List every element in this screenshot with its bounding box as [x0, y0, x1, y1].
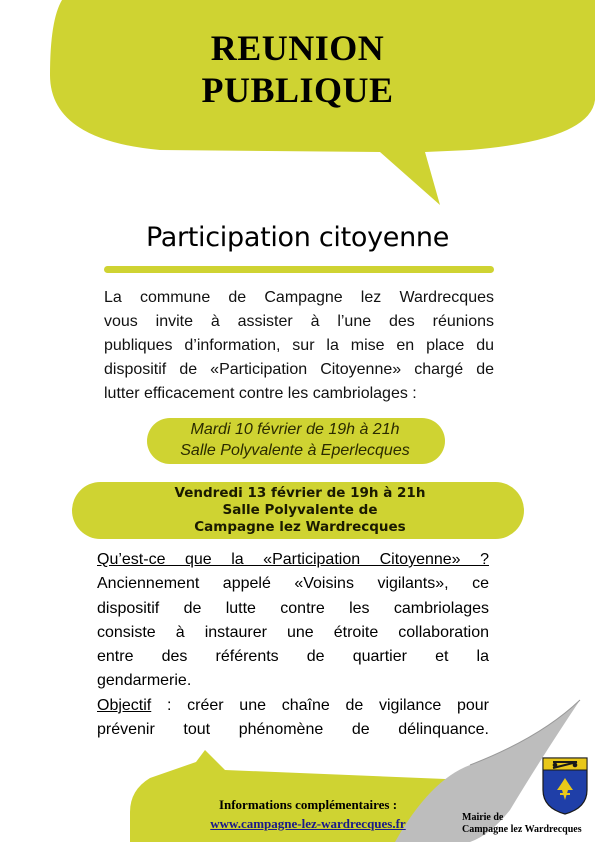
objective-line	[97, 694, 489, 718]
meeting1-date: Mardi 10 février de 19h à 21h	[190, 421, 400, 438]
website-url[interactable]: www.campagne-lez-wardrecques.fr	[210, 816, 406, 831]
explanation-paragraph	[97, 548, 489, 742]
explanation-line: entre des référents de quartier et la	[97, 648, 489, 666]
mairie-caption	[462, 812, 595, 836]
intro-paragraph	[104, 286, 494, 406]
mairie-line2: Campagne lez Wardrecques	[462, 824, 582, 835]
intro-line: La commune de Campagne lez Wardrecques	[104, 289, 494, 306]
explanation-line: consiste à instaurer une étroite collaboration	[97, 623, 489, 641]
objective-label: Objectif	[97, 696, 152, 714]
explanation-line: Anciennement appelé «Voisins vigilants», ce	[97, 575, 489, 593]
meeting2-date: Vendredi 13 février de 19h à 21h	[174, 485, 426, 501]
intro-line: publiques d’information, sur la mise en place du	[104, 337, 494, 354]
intro-line: lutter efficacement contre les cambriolages :	[104, 385, 417, 402]
meeting1-place: Salle Polyvalente à Eperlecques	[180, 442, 410, 459]
website-link[interactable]	[150, 814, 466, 833]
meeting2-place-line2: Campagne lez Wardrecques	[194, 519, 406, 535]
info-label: Informations complémentaires :	[218, 797, 398, 812]
intro-line: vous invite à assister à l’une des réunions	[104, 313, 494, 330]
objective-line2: prévenir tout phénomène de délinquance.	[97, 721, 489, 739]
explanation-line: gendarmerie.	[97, 672, 192, 690]
coat-of-arms-icon	[543, 758, 587, 814]
subtitle: Participation citoyenne	[145, 222, 450, 253]
explanation-question: Qu’est-ce que la «Participation Citoyenne» ?	[97, 551, 489, 568]
meeting2-place-line1: Salle Polyvalente de	[222, 502, 378, 518]
explanation-line: dispositif de lutte contre les cambriolages	[97, 599, 489, 617]
intro-line: dispositif de «Participation Citoyenne» chargé de	[104, 361, 494, 378]
objective-text: : créer une chaîne de vigilance pour	[151, 696, 489, 714]
subtitle-underline	[104, 266, 494, 273]
title-line2: PUBLIQUE	[201, 70, 394, 110]
mairie-line1: Mairie de	[462, 812, 504, 823]
title-line1: REUNION	[210, 28, 385, 68]
